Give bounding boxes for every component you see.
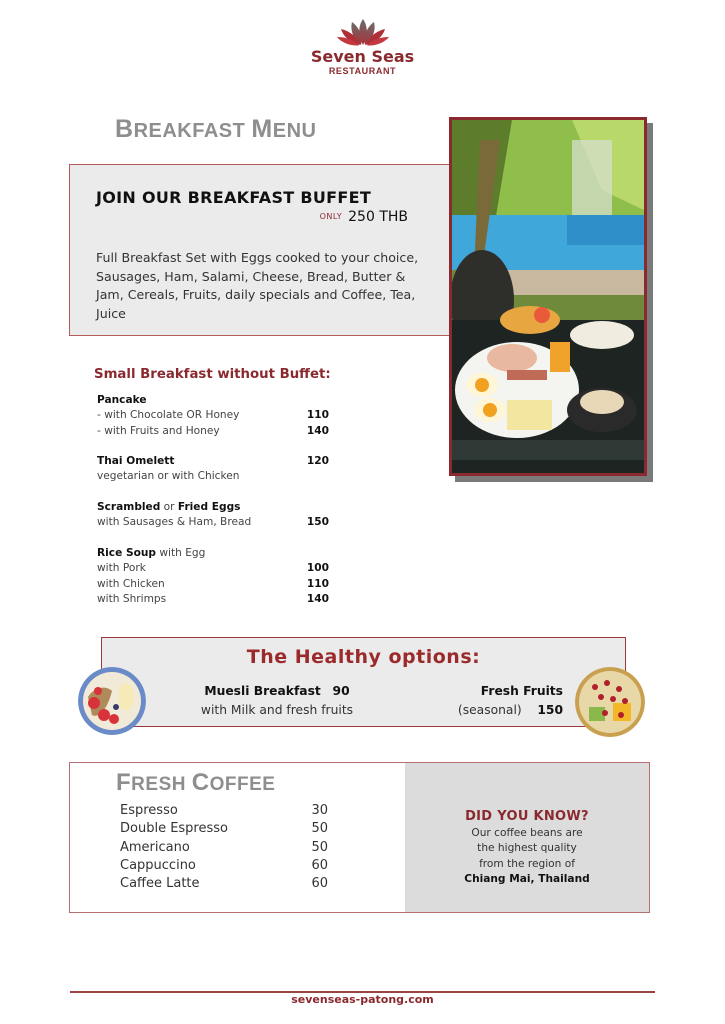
fruit-bowl-icon <box>575 667 645 737</box>
dyk-line: Our coffee beans are <box>471 827 583 839</box>
coffee-cap-c: C <box>191 769 210 796</box>
eggs-or: or <box>160 501 178 514</box>
item-label: with Pork <box>97 562 146 575</box>
healthy-title: The Healthy options: <box>246 646 481 668</box>
muesli-item <box>192 682 362 720</box>
page-title <box>115 115 316 144</box>
coffee-list <box>120 802 328 893</box>
muesli-description: with Milk and fresh fruits <box>200 703 354 717</box>
item-label: Espresso <box>120 803 178 818</box>
menu-item <box>97 515 329 530</box>
menu-item <box>97 454 329 469</box>
rice-soup-suffix: with Egg <box>155 546 206 559</box>
did-you-know <box>405 809 649 887</box>
item-price: 50 <box>311 839 328 855</box>
eggs-group <box>97 500 329 531</box>
item-price: 60 <box>311 876 328 892</box>
eggs-name-b: Fried Eggs <box>177 501 241 514</box>
omelett-group <box>97 454 329 485</box>
item-label: - with Chocolate OR Honey <box>97 409 240 422</box>
eggs-name <box>97 500 329 515</box>
item-label: Americano <box>120 839 190 855</box>
dyk-line: from the region of <box>479 857 575 870</box>
fresh-fruits-item <box>458 682 563 720</box>
fruits-description: (seasonal) <box>457 703 522 717</box>
muesli-bowl-image <box>78 667 146 735</box>
muesli-bowl-icon <box>78 667 146 735</box>
lotus-icon <box>336 18 390 46</box>
rice-soup-group <box>97 546 329 607</box>
item-price: 60 <box>311 857 328 873</box>
website-link[interactable]: sevenseas-patong.com <box>291 993 434 1006</box>
item-price: 110 <box>306 409 329 422</box>
fruits-price: 150 <box>537 703 563 717</box>
item-label: with Sausages & Ham, Bread <box>97 516 252 529</box>
coffee-item <box>120 857 328 875</box>
buffet-price <box>320 209 408 225</box>
dyk-line: the highest quality <box>477 842 577 855</box>
menu-item <box>97 408 329 423</box>
buffet-box <box>69 164 461 336</box>
fresh-fruits-image <box>575 667 645 737</box>
menu-item <box>97 561 329 576</box>
coffee-rest-1: RESH <box>131 774 186 795</box>
item-price: 140 <box>306 592 329 605</box>
small-breakfast-list <box>97 393 329 622</box>
pancake-name: Pancake <box>97 394 147 406</box>
item-price: 150 <box>306 516 329 529</box>
did-you-know-body <box>405 826 649 887</box>
item-label: Thai Omelett <box>97 455 175 468</box>
muesli-name: Muesli Breakfast <box>204 684 321 698</box>
fresh-coffee-box <box>69 762 650 913</box>
title-rest-2: ENU <box>272 120 317 142</box>
restaurant-subtitle: RESTAURANT <box>328 66 397 76</box>
title-rest-1: REAKFAST <box>133 120 246 142</box>
coffee-title <box>116 769 275 797</box>
item-label: Caffee Latte <box>120 876 200 892</box>
item-label: with Shrimps <box>97 592 167 605</box>
fruits-name: Fresh Fruits <box>480 684 563 698</box>
item-price: 120 <box>306 455 329 468</box>
item-price: 50 <box>311 821 328 837</box>
dyk-region: Chiang Mai, Thailand <box>464 872 590 885</box>
rice-soup-name <box>97 546 329 561</box>
small-breakfast-title: Small Breakfast without Buffet: <box>94 367 331 382</box>
breakfast-photo-icon <box>452 120 644 473</box>
eggs-name-a: Scrambled <box>97 501 161 514</box>
restaurant-name: Seven Seas <box>310 47 415 66</box>
title-cap-m: M <box>251 115 273 143</box>
item-price: 30 <box>311 803 328 818</box>
item-label: - with Fruits and Honey <box>97 424 220 437</box>
menu-item <box>97 424 329 439</box>
title-cap-b: B <box>115 115 134 143</box>
menu-item <box>97 577 329 592</box>
coffee-rest-2: OFFEE <box>209 774 276 795</box>
buffet-amount: 250 THB <box>348 209 408 225</box>
coffee-item <box>120 839 328 857</box>
coffee-item <box>120 875 328 893</box>
item-label: Cappuccino <box>120 857 196 873</box>
item-price: 140 <box>306 424 329 437</box>
buffet-description: Full Breakfast Set with Eggs cooked to your choice, Sausages, Ham, Salami, Cheese, Bread, Butter & Jam, Cereals, Fruits, daily specials and Coffee, Tea, Juice <box>96 250 419 321</box>
breakfast-photo <box>449 117 647 476</box>
item-label: with Chicken <box>97 577 165 590</box>
rice-soup-title: Rice Soup <box>97 546 156 559</box>
muesli-price: 90 <box>332 684 350 698</box>
coffee-cap-f: F <box>116 769 132 796</box>
buffet-title: JOIN OUR BREAKFAST BUFFET <box>96 188 372 207</box>
item-label: Double Espresso <box>120 821 228 837</box>
only-label: ONLY <box>319 212 343 221</box>
did-you-know-title: DID YOU KNOW? <box>465 809 589 824</box>
coffee-item <box>120 820 328 838</box>
item-price: 110 <box>306 577 329 590</box>
pancake-group <box>97 393 329 439</box>
menu-item <box>97 592 329 607</box>
coffee-item <box>120 802 328 820</box>
healthy-options-box <box>101 637 626 727</box>
restaurant-logo <box>300 18 425 76</box>
item-description: vegetarian or with Chicken <box>97 470 240 483</box>
item-price: 100 <box>306 562 329 575</box>
